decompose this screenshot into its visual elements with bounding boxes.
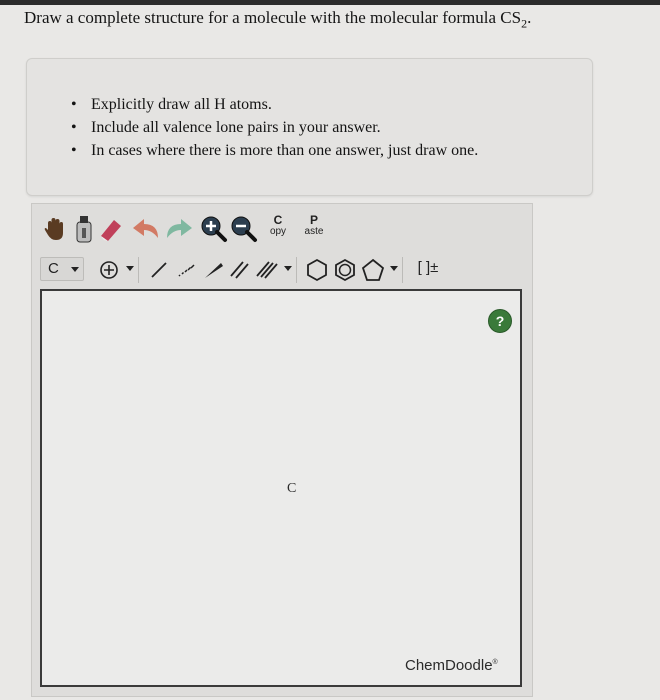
chevron-down-icon[interactable] [284,266,292,271]
carbon-atom-label[interactable]: C [287,481,297,496]
instruction-text: In cases where there is more than one answer, just draw one. [91,142,479,159]
benzene-icon[interactable] [332,257,358,283]
instruction-text: Include all valence lone pairs in your answer. [91,119,381,136]
top-bar [0,0,660,5]
instruction-list [71,93,478,162]
question-suffix: . [527,8,532,27]
paste-button-letter: P [309,213,318,227]
instruction-item [71,139,478,162]
paste-button[interactable] [299,215,329,237]
cyclopentane-icon[interactable] [360,257,386,283]
eraser-icon[interactable] [98,216,124,242]
bracket-charge-label: [ ]± [417,259,439,276]
element-dropdown[interactable] [40,257,84,281]
wedge-bond-icon[interactable] [202,259,226,281]
instruction-item [71,93,478,116]
copy-button-rest: opy [269,226,287,237]
undo-icon[interactable] [130,216,162,242]
copy-button-letter: C [273,213,283,227]
zoom-in-icon[interactable] [200,215,228,243]
toolbar-divider [138,257,139,283]
instructions-box [26,58,593,196]
toolbar-bottom [40,251,520,287]
toolbar-divider [296,257,297,283]
zoom-out-icon[interactable] [230,215,258,243]
toolbar-top [40,207,520,249]
double-bond-icon[interactable] [228,259,252,281]
toolbar-divider [402,257,403,283]
brand-name: ChemDoodle [405,657,493,674]
copy-button[interactable] [265,215,291,237]
help-button[interactable]: ? [488,309,512,333]
bullet-icon: • [71,119,77,136]
redo-icon[interactable] [164,216,194,242]
registered-mark: ® [492,659,498,666]
drawing-canvas[interactable] [40,289,522,687]
hashed-bond-icon[interactable] [174,259,198,281]
instruction-text: Explicitly draw all H atoms. [91,96,272,113]
pan-hand-icon[interactable] [42,216,68,242]
question-text [24,8,531,31]
chevron-down-icon[interactable] [390,266,398,271]
chevron-down-icon [71,267,79,272]
cyclohexane-icon[interactable] [304,257,330,283]
single-bond-icon[interactable] [148,259,170,281]
clear-bottle-icon[interactable] [74,214,94,244]
instruction-item [71,116,478,139]
bullet-icon: • [71,96,77,113]
chevron-down-icon[interactable] [126,266,134,271]
element-selected: C [48,260,59,277]
charge-plus-icon[interactable] [98,259,120,281]
chemdoodle-editor [31,203,533,697]
triple-bond-icon[interactable] [254,259,280,281]
bullet-icon: • [71,142,77,159]
paste-button-rest: aste [304,226,324,237]
bracket-charge-button[interactable] [410,259,446,277]
formula-subscript: 2 [521,16,528,31]
question-prefix: Draw a complete structure for a molecule with the molecular formula CS [24,8,522,27]
chemdoodle-logo [405,657,498,674]
